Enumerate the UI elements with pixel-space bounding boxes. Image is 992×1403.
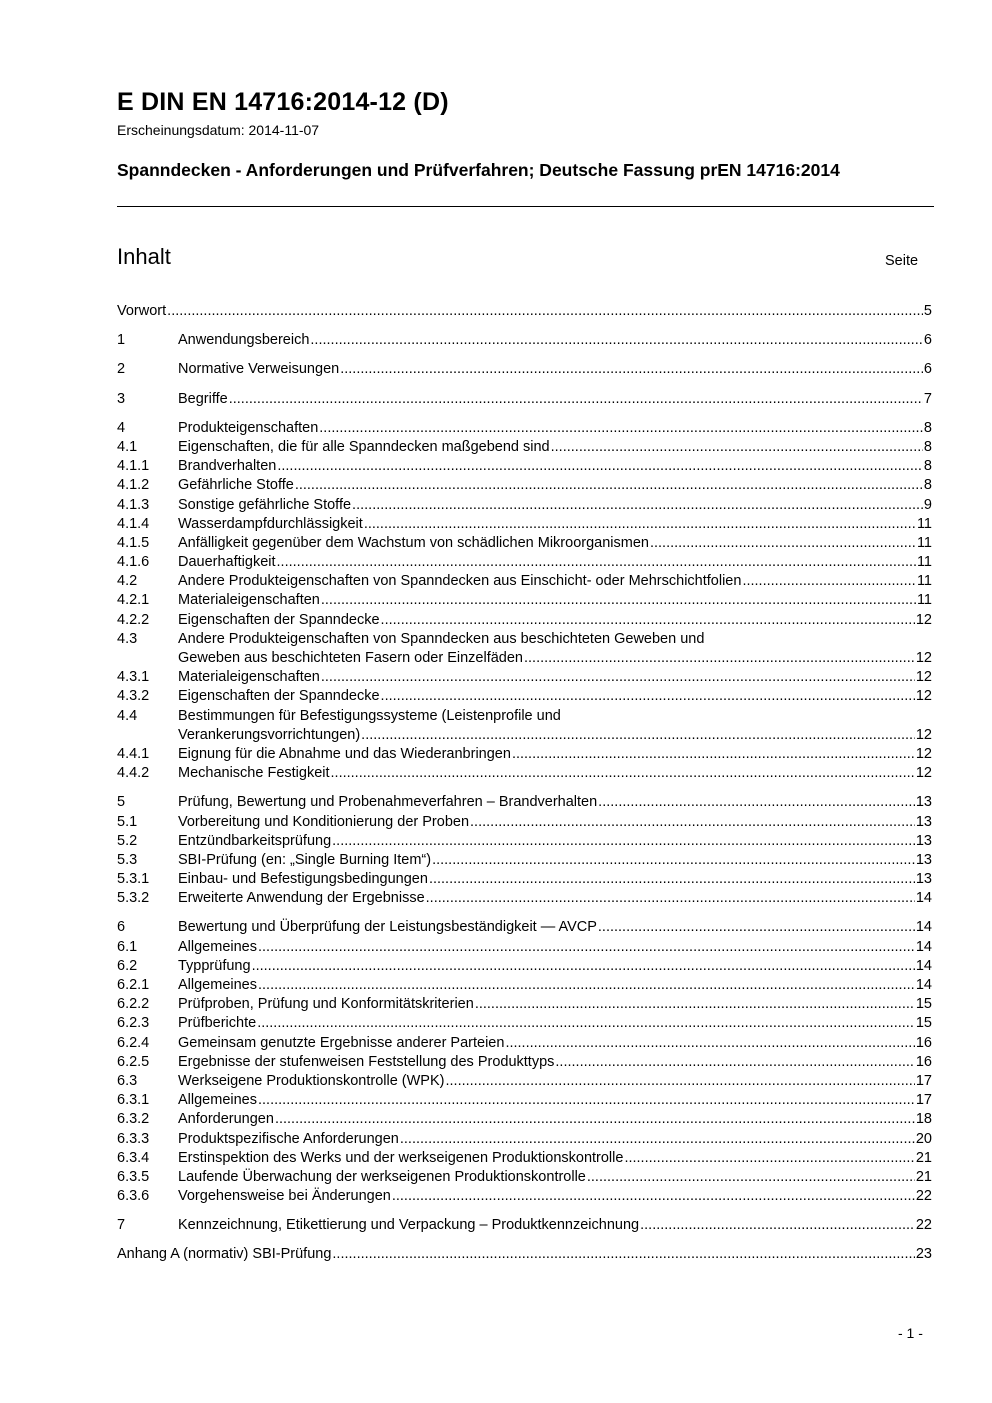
toc-entry-number: 4.1.6 <box>117 554 150 571</box>
toc-entry-title: Prüfproben, Prüfung und Konformitätskriterien <box>178 996 474 1013</box>
toc-entry-page: 13 <box>915 794 932 811</box>
toc-entry-number: 6.1 <box>117 938 138 955</box>
toc-entry-title: Gefährliche Stoffe <box>178 477 294 494</box>
toc-entry-number: 4.1.1 <box>117 458 150 475</box>
toc-entry-title: Prüfberichte <box>178 1015 257 1032</box>
toc-entry-number: 4.2.1 <box>117 592 150 609</box>
toc-entry-page: 14 <box>915 890 932 907</box>
toc-entry-page: 11 <box>916 573 932 590</box>
toc-entry[interactable] <box>117 534 932 553</box>
toc-entry[interactable] <box>117 687 932 706</box>
toc-entry[interactable] <box>117 591 932 610</box>
toc-entry-title: Werkseigene Produktionskontrolle (WPK) <box>178 1072 445 1089</box>
toc-entry-page: 14 <box>915 957 932 974</box>
toc-entry-title: Vorwort <box>117 303 167 319</box>
toc-entry-title: Entzündbarkeitsprüfung <box>178 832 332 849</box>
toc-entry[interactable] <box>117 938 932 957</box>
toc-entry-number: 5.3.2 <box>117 890 150 907</box>
toc-entry-page: 11 <box>916 515 932 532</box>
toc-entry[interactable] <box>117 707 932 745</box>
toc-entry-page: 20 <box>915 1130 932 1147</box>
toc-entry[interactable] <box>117 331 932 350</box>
document-title: Spanndecken - Anforderungen und Prüfverfahren; Deutsche Fassung prEN 14716:2014 <box>117 160 840 180</box>
toc-entry-number: 4.1 <box>117 438 138 455</box>
toc-entry-title: Begriffe <box>178 390 228 407</box>
toc-entry-page: 8 <box>923 419 932 436</box>
toc-entry[interactable] <box>117 851 932 870</box>
toc-entry-title: Eigenschaften, die für alle Spanndecken maßgebend sind <box>178 438 550 455</box>
toc-entry-page: 16 <box>915 1034 932 1051</box>
toc-entry[interactable] <box>117 496 932 515</box>
toc-entry-number: 4.4 <box>117 707 138 724</box>
dot-leader <box>432 851 915 870</box>
toc-entry-number: 5.2 <box>117 832 138 849</box>
toc-entry[interactable] <box>117 813 932 832</box>
toc-entry[interactable] <box>117 515 932 534</box>
toc-entry-title: Anforderungen <box>178 1111 274 1128</box>
toc-entry[interactable] <box>117 1034 932 1053</box>
toc-entry-page: 12 <box>915 765 932 782</box>
toc-entry-title: Vorgehensweise bei Änderungen <box>178 1188 391 1205</box>
toc-entry-number: 4.2.2 <box>117 611 150 628</box>
toc-entry[interactable] <box>117 1091 932 1110</box>
toc-entry[interactable] <box>117 870 932 889</box>
toc-entry-title: Einbau- und Befestigungsbedingungen <box>178 871 428 888</box>
toc-entry-number: 6.2 <box>117 957 138 974</box>
toc-entry[interactable] <box>117 438 932 457</box>
dot-leader <box>167 302 923 321</box>
dot-leader <box>445 1072 914 1091</box>
toc-entry[interactable] <box>117 889 932 908</box>
toc-entry-number: 5 <box>117 794 126 811</box>
toc-entry[interactable] <box>117 764 932 783</box>
toc-entry[interactable] <box>117 457 932 476</box>
toc-entry-page: 12 <box>915 611 932 628</box>
toc-entry[interactable] <box>117 1216 932 1235</box>
toc-entry-page: 14 <box>915 919 932 936</box>
toc-entry-title: Eigenschaften der Spanndecke <box>178 611 380 628</box>
toc-entry-title: Erweiterte Anwendung der Ergebnisse <box>178 890 425 907</box>
toc-entry-number: 6 <box>117 919 126 936</box>
toc-entry[interactable] <box>117 832 932 851</box>
toc-entry-number: 4.1.5 <box>117 534 150 551</box>
toc-entry-page: 11 <box>916 554 932 571</box>
toc-entry-title: Allgemeines <box>178 977 257 994</box>
toc-entry-title: Typprüfung <box>178 957 251 974</box>
toc-entry[interactable] <box>117 995 932 1014</box>
toc-entry-page: 14 <box>915 938 932 955</box>
toc-entry-number: 6.2.1 <box>117 977 150 994</box>
dot-leader <box>321 668 915 687</box>
toc-entry-number: 1 <box>117 332 126 349</box>
toc-entry-page: 21 <box>915 1168 932 1185</box>
toc-entry-page: 13 <box>915 813 932 830</box>
toc-entry-title: Prüfung, Bewertung und Probenahmeverfahren – Brandverhalten <box>178 794 598 811</box>
toc-entry[interactable] <box>117 1245 932 1264</box>
dot-leader <box>429 870 915 889</box>
toc-entry-title: Eignung für die Abnahme und das Wiederanbringen <box>178 745 511 762</box>
toc-entry-page: 8 <box>923 477 932 494</box>
toc-entry-title: Bewertung und Überprüfung der Leistungsbeständigkeit — AVCP <box>178 919 597 936</box>
toc-entry-number: 6.3.2 <box>117 1111 150 1128</box>
toc-entry-title: Brandverhalten <box>178 458 277 475</box>
toc-entry-page: 6 <box>923 361 932 378</box>
dot-leader <box>321 591 916 610</box>
toc-entry[interactable] <box>117 1168 932 1187</box>
toc-entry-title: Materialeigenschaften <box>178 669 320 686</box>
dot-leader <box>742 572 916 591</box>
toc-entry[interactable] <box>117 390 932 409</box>
toc-entry-title: Produkteigenschaften <box>178 419 319 436</box>
dot-leader <box>277 553 916 572</box>
toc-entry-page: 9 <box>923 496 932 513</box>
toc-entry-page: 12 <box>915 669 932 686</box>
toc-entry-number: 6.2.4 <box>117 1034 150 1051</box>
toc-entry[interactable] <box>117 1072 932 1091</box>
dot-leader <box>331 764 915 783</box>
toc-entry-title: Wasserdampfdurchlässigkeit <box>178 515 363 532</box>
toc-entry-page: 17 <box>915 1092 932 1109</box>
dot-leader <box>381 687 915 706</box>
dot-leader <box>555 1053 914 1072</box>
document-id: E DIN EN 14716:2014-12 (D) <box>117 88 449 116</box>
toc-entry-page: 12 <box>915 650 932 666</box>
dot-leader <box>598 918 915 937</box>
toc-entry[interactable] <box>117 1053 932 1072</box>
toc-entry-number: 4.1.3 <box>117 496 150 513</box>
toc-entry[interactable] <box>117 419 932 438</box>
toc-entry-number: 6.2.5 <box>117 1053 150 1070</box>
toc-entry-number: 6.3.1 <box>117 1092 150 1109</box>
toc-entry-title: Anhang A (normativ) SBI-Prüfung <box>117 1246 332 1263</box>
toc-entry-number: 5.1 <box>117 813 138 830</box>
dot-leader <box>258 938 915 957</box>
toc-entry-title: Anwendungsbereich <box>178 332 310 349</box>
dot-leader <box>524 649 915 668</box>
table-of-contents <box>117 302 932 1265</box>
dot-leader <box>332 1245 914 1264</box>
toc-entry-title: Gemeinsam genutzte Ergebnisse anderer Parteien <box>178 1034 505 1051</box>
toc-entry-page: 18 <box>915 1111 932 1128</box>
dot-leader <box>587 1168 915 1187</box>
toc-entry[interactable] <box>117 1110 932 1129</box>
dot-leader <box>551 438 923 457</box>
dot-leader <box>400 1130 915 1149</box>
toc-entry-number: 5.3 <box>117 851 138 868</box>
toc-entry[interactable] <box>117 1187 932 1206</box>
toc-entry-title-continued: Verankerungsvorrichtungen) <box>178 726 361 743</box>
toc-entry-page: 22 <box>915 1188 932 1205</box>
toc-entry[interactable] <box>117 476 932 495</box>
toc-page-column-label: Seite <box>885 253 919 269</box>
toc-entry-page: 12 <box>915 726 932 743</box>
toc-entry-number: 4.3.1 <box>117 669 150 686</box>
dot-leader <box>340 360 923 379</box>
toc-entry-title: Anfälligkeit gegenüber dem Wachstum von schädlichen Mikroorganismen <box>178 534 649 551</box>
toc-entry-title: SBI-Prüfung (en: „Single Burning Item“) <box>178 851 432 868</box>
toc-entry-number: 4.2 <box>117 573 138 590</box>
toc-entry-title: Laufende Überwachung der werkseigenen Produktionskontrolle <box>178 1168 586 1185</box>
toc-entry-title: Vorbereitung und Konditionierung der Proben <box>178 813 470 830</box>
toc-entry-title: Allgemeines <box>178 1092 257 1109</box>
toc-entry-number: 6.3.4 <box>117 1149 150 1166</box>
dot-leader <box>258 1091 915 1110</box>
toc-entry-number: 6.3.5 <box>117 1168 150 1185</box>
toc-entry-page: 14 <box>915 977 932 994</box>
toc-entry-title: Allgemeines <box>178 938 257 955</box>
dot-leader <box>475 995 915 1014</box>
toc-entry[interactable] <box>117 668 932 687</box>
toc-entry-page: 23 <box>915 1246 932 1263</box>
toc-entry-page: 8 <box>923 438 932 455</box>
dot-leader <box>361 726 915 745</box>
toc-entry-title: Eigenschaften der Spanndecke <box>178 688 380 705</box>
toc-entry-page: 6 <box>923 332 932 349</box>
dot-leader <box>319 419 923 438</box>
toc-entry-title: Andere Produkteigenschaften von Spanndecken aus beschichteten Geweben und <box>178 630 705 647</box>
toc-entry-page: 16 <box>915 1053 932 1070</box>
toc-entry[interactable] <box>117 1130 932 1149</box>
toc-entry-title: Ergebnisse der stufenweisen Feststellung des Produkttyps <box>178 1053 555 1070</box>
toc-entry-number: 6.3.6 <box>117 1188 150 1205</box>
toc-entry-title: Andere Produkteigenschaften von Spanndecken aus Einschicht- oder Mehrschichtfolien <box>178 573 742 590</box>
toc-entry-number: 6.3.3 <box>117 1130 150 1147</box>
toc-entry[interactable] <box>117 793 932 812</box>
dot-leader <box>650 534 916 553</box>
toc-entry-title: Normative Verweisungen <box>178 361 340 378</box>
dot-leader <box>332 832 915 851</box>
dot-leader <box>640 1216 915 1235</box>
toc-entry-title: Erstinspektion des Werks und der werkseigenen Produktionskontrolle <box>178 1149 624 1166</box>
toc-entry[interactable] <box>117 611 932 630</box>
toc-entry-number: 6.2.2 <box>117 996 150 1013</box>
toc-entry-page: 12 <box>915 745 932 762</box>
toc-entry-page: 15 <box>915 996 932 1013</box>
toc-entry-page: 13 <box>915 832 932 849</box>
toc-entry-title-continued: Geweben aus beschichteten Fasern oder Einzelfäden <box>178 650 523 666</box>
title-divider <box>117 206 934 207</box>
dot-leader <box>275 1110 915 1129</box>
toc-entry-number: 4 <box>117 419 126 436</box>
toc-entry-page: 7 <box>923 390 932 407</box>
toc-entry-page: 15 <box>915 1015 932 1032</box>
toc-entry-page: 11 <box>916 534 932 551</box>
toc-entry[interactable] <box>117 630 932 668</box>
toc-entry-title: Materialeigenschaften <box>178 592 320 609</box>
toc-entry-page: 22 <box>915 1217 932 1234</box>
toc-entry-page: 13 <box>915 871 932 888</box>
dot-leader <box>295 476 923 495</box>
toc-entry[interactable] <box>117 1014 932 1033</box>
toc-heading: Inhalt <box>117 244 171 269</box>
toc-entry-number: 7 <box>117 1217 126 1234</box>
dot-leader <box>277 457 923 476</box>
dot-leader <box>598 793 915 812</box>
toc-entry-title: Dauerhaftigkeit <box>178 554 276 571</box>
toc-entry[interactable] <box>117 957 932 976</box>
dot-leader <box>392 1187 915 1206</box>
page-number: - 1 - <box>898 1325 923 1341</box>
toc-entry-number: 6.2.3 <box>117 1015 150 1032</box>
dot-leader <box>310 331 923 350</box>
toc-entry-number: 4.1.4 <box>117 515 150 532</box>
toc-entry-page: 11 <box>916 592 932 609</box>
publication-date: Erscheinungsdatum: 2014-11-07 <box>117 122 320 138</box>
toc-entry-number: 4.4.1 <box>117 745 150 762</box>
toc-entry[interactable] <box>117 918 932 937</box>
toc-entry-number: 2 <box>117 361 126 378</box>
dot-leader <box>252 957 915 976</box>
toc-entry-title: Sonstige gefährliche Stoffe <box>178 496 352 513</box>
toc-entry-number: 4.3 <box>117 630 138 647</box>
toc-entry-page: 13 <box>915 851 932 868</box>
toc-entry-page: 21 <box>915 1149 932 1166</box>
toc-entry-number: 6.3 <box>117 1072 138 1089</box>
dot-leader <box>257 1014 915 1033</box>
toc-entry-page: 17 <box>915 1072 932 1089</box>
toc-entry-page: 12 <box>915 688 932 705</box>
toc-entry-number: 4.4.2 <box>117 765 150 782</box>
dot-leader <box>258 976 915 995</box>
toc-entry[interactable] <box>117 360 932 379</box>
toc-entry-number: 4.3.2 <box>117 688 150 705</box>
toc-entry-title: Mechanische Festigkeit <box>178 765 330 782</box>
toc-entry-number: 4.1.2 <box>117 477 150 494</box>
toc-entry-title: Produktspezifische Anforderungen <box>178 1130 399 1147</box>
dot-leader <box>352 496 923 515</box>
dot-leader <box>381 611 915 630</box>
toc-entry-number: 3 <box>117 390 126 407</box>
dot-leader <box>505 1034 914 1053</box>
toc-entry-number: 5.3.1 <box>117 871 150 888</box>
toc-entry-page: 8 <box>923 458 932 475</box>
toc-entry[interactable] <box>117 302 932 321</box>
toc-entry[interactable] <box>117 572 932 591</box>
dot-leader <box>512 745 915 764</box>
dot-leader <box>470 813 915 832</box>
toc-entry[interactable] <box>117 553 932 572</box>
dot-leader <box>229 390 923 409</box>
dot-leader <box>364 515 916 534</box>
dot-leader <box>624 1149 914 1168</box>
dot-leader <box>426 889 915 908</box>
toc-entry[interactable] <box>117 976 932 995</box>
toc-entry-page: 5 <box>923 303 932 319</box>
toc-entry[interactable] <box>117 745 932 764</box>
toc-entry[interactable] <box>117 1149 932 1168</box>
toc-entry-title: Kennzeichnung, Etikettierung und Verpackung – Produktkennzeichnung <box>178 1217 640 1234</box>
toc-entry-title: Bestimmungen für Befestigungssysteme (Leistenprofile und <box>178 707 561 724</box>
